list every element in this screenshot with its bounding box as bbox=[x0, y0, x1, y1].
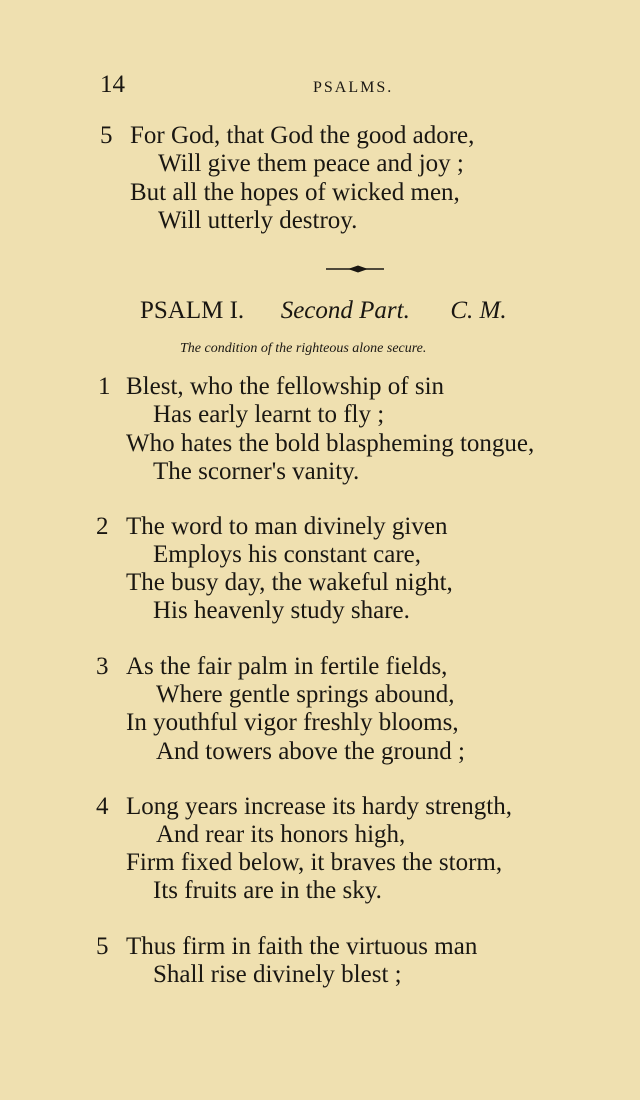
verse-line: His heavenly study share. bbox=[153, 597, 410, 624]
psalm-part: Second Part. bbox=[280, 297, 410, 324]
verse-line: Its fruits are in the sky. bbox=[153, 877, 382, 904]
psalm-meter: C. M. bbox=[450, 297, 507, 324]
verse-line: The busy day, the wakeful night, bbox=[126, 569, 453, 596]
verse-line: Will give them peace and joy ; bbox=[158, 150, 464, 177]
ornament-divider bbox=[326, 262, 384, 276]
running-head: PSALMS. bbox=[313, 79, 394, 96]
verse-line: Long years increase its hardy strength, bbox=[126, 793, 512, 820]
verse-line: And rear its honors high, bbox=[156, 821, 406, 848]
verse-number: 4 bbox=[96, 793, 109, 820]
page-number: 14 bbox=[100, 71, 125, 98]
verse-line: And towers above the ground ; bbox=[156, 738, 465, 765]
verse-line: Has early learnt to fly ; bbox=[153, 401, 385, 428]
verse-line: Who hates the bold blaspheming tongue, bbox=[126, 430, 535, 457]
verse-number: 2 bbox=[96, 513, 109, 540]
verse-line: Shall rise divinely blest ; bbox=[153, 961, 402, 988]
verse-number: 5 bbox=[96, 933, 109, 960]
verse-line: For God, that God the good adore, bbox=[130, 122, 475, 149]
verse-line: Firm fixed below, it braves the storm, bbox=[126, 849, 503, 876]
verse-line: Will utterly destroy. bbox=[158, 207, 358, 234]
verse-line: The word to man divinely given bbox=[126, 513, 448, 540]
verse-number: 1 bbox=[98, 373, 111, 400]
verse-line: Where gentle springs abound, bbox=[156, 681, 455, 708]
psalm-subtitle: The condition of the righteous alone secure. bbox=[180, 341, 427, 356]
verse-line: But all the hopes of wicked men, bbox=[130, 179, 460, 206]
psalm-heading bbox=[140, 296, 507, 326]
verse-number: 3 bbox=[96, 653, 109, 680]
verse-line: As the fair palm in fertile fields, bbox=[126, 653, 448, 680]
psalm-title: PSALM I. bbox=[140, 297, 245, 324]
verse-line: Employs his constant care, bbox=[153, 541, 421, 568]
verse-number: 5 bbox=[100, 122, 113, 149]
verse-line: Blest, who the fellowship of sin bbox=[126, 373, 445, 400]
verse-line: Thus firm in faith the virtuous man bbox=[126, 933, 478, 960]
verse-line: The scorner's vanity. bbox=[153, 458, 360, 485]
verse-line: In youthful vigor freshly blooms, bbox=[126, 709, 459, 736]
